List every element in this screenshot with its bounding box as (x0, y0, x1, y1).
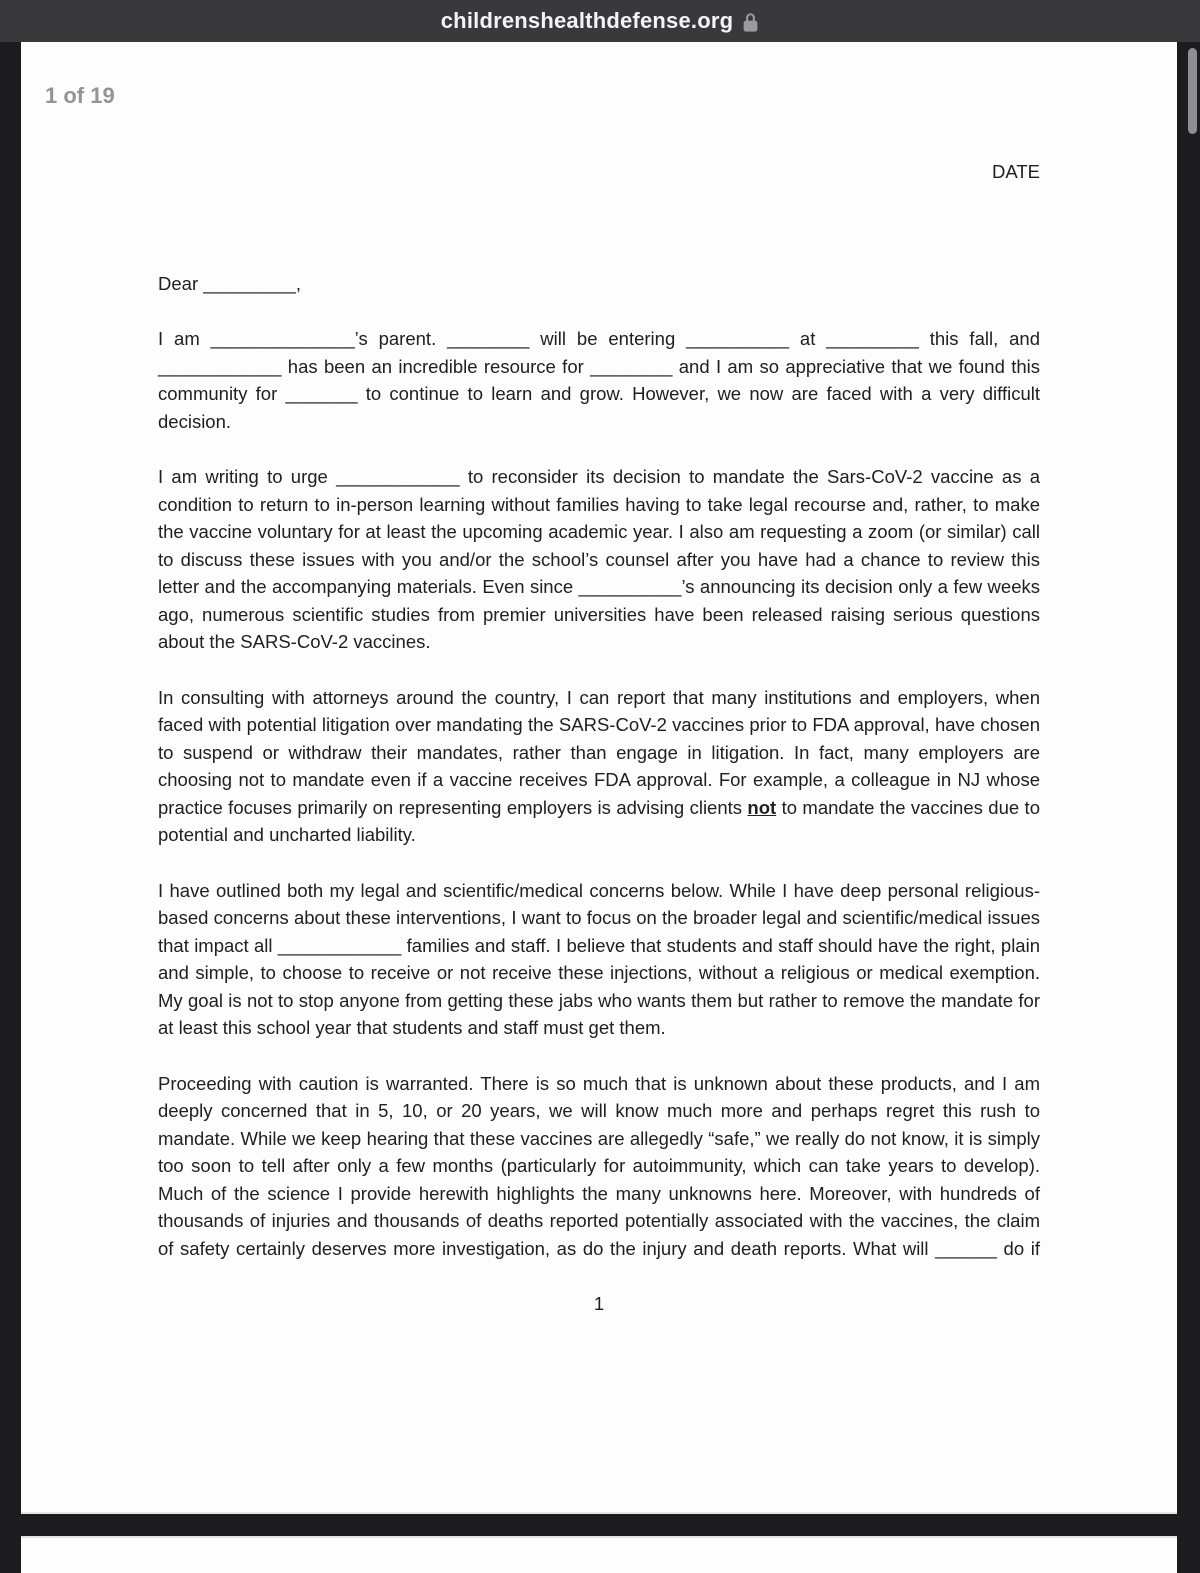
emphasized-word: not (747, 796, 777, 818)
page-counter: 1 of 19 (45, 83, 115, 108)
pdf-page-1 (21, 42, 1177, 1514)
letter-content (158, 42, 1040, 1318)
date-label: DATE (992, 161, 1040, 182)
paragraph-text: I have outlined both my legal and scientific/medical concerns below. While I have deep personal religious-based concerns about these interventions, I want to focus on the broader legal and scientific/medical issues that impact all ____________ families and staff. I believe that students and staff should have the right, plain and simple, to choose to receive or not receive these injections, without a religious or medical exemption. My goal is not to stop anyone from getting these jabs who wants them but rather to remove the mandate for at least this school year that students and staff must get them. (158, 879, 1040, 1038)
scrollbar-thumb[interactable] (1188, 48, 1197, 134)
letter-paragraph (158, 1070, 1040, 1263)
url-bar-domain: childrenshealthdefense.org (440, 8, 734, 33)
browser-url-bar[interactable] (0, 0, 1200, 42)
letter-paragraph (158, 463, 1040, 656)
pdf-page-2 (21, 1536, 1177, 1573)
paragraph-text: Proceeding with caution is warranted. There is so much that is unknown about these products, and I am deeply concerned that in 5, 10, or 20 years, we will know much more and perhaps regret this rush to mandate. While we keep hearing that these vaccines are allegedly “safe,” we really do not know, it is simply too soon to tell after only a few months (particularly for autoimmunity, which can take years to develop). Much of the science I provide herewith highlights the many unknowns here. Moreover, with hundreds of thousands of injuries and thousands of deaths reported potentially associated with the vaccines, the claim of safety certainly deserves more investigation, as do the injury and death reports. What will ______ do if (158, 1072, 1040, 1259)
letter-paragraph (158, 325, 1040, 435)
paragraph-text: In consulting with attorneys around the country, I can report that many institutions and employers, when faced with potential litigation over mandating the SARS-CoV-2 vaccines prior to FDA approval, have chosen to suspend or withdraw their mandates, rather than engage in litigation. In fact, many employers are choosing not to mandate even if a vaccine receives FDA approval. For example, a colleague in NJ whose practice focuses primarily on representing employers is advising clients (158, 686, 1040, 818)
letter-paragraph (158, 684, 1040, 849)
letter-paragraph (158, 877, 1040, 1042)
page-number: 1 (593, 1293, 605, 1314)
lock-icon (742, 12, 759, 33)
paragraph-text: to mandate the vaccines due to potential and uncharted liability. (158, 796, 1040, 845)
salutation-line: Dear _________, (158, 272, 301, 294)
letter-paragraphs (158, 325, 1040, 1262)
paragraph-text: I am ______________’s parent. ________ will be entering __________ at _________ this fall, and ____________ has been an incredible resource for ________ and I am so appreciative that we found this community for _______ to continue to learn and grow. However, we now are faced with a very difficult decision. (158, 328, 1040, 432)
paragraph-text: I am writing to urge ____________ to reconsider its decision to mandate the Sars-CoV-2 vaccine as a condition to return to in-person learning without families having to take legal recourse and, rather, to make the vaccine voluntary for at least the upcoming academic year. I also am requesting a zoom (or similar) call to discuss these issues with you and/or the school’s counsel after you have had a chance to review this letter and the accompanying materials. Even since __________’s announcing its decision only a few weeks ago, numerous scientific studies from premier universities have been released raising serious questions about the SARS-CoV-2 vaccines. (158, 466, 1040, 652)
